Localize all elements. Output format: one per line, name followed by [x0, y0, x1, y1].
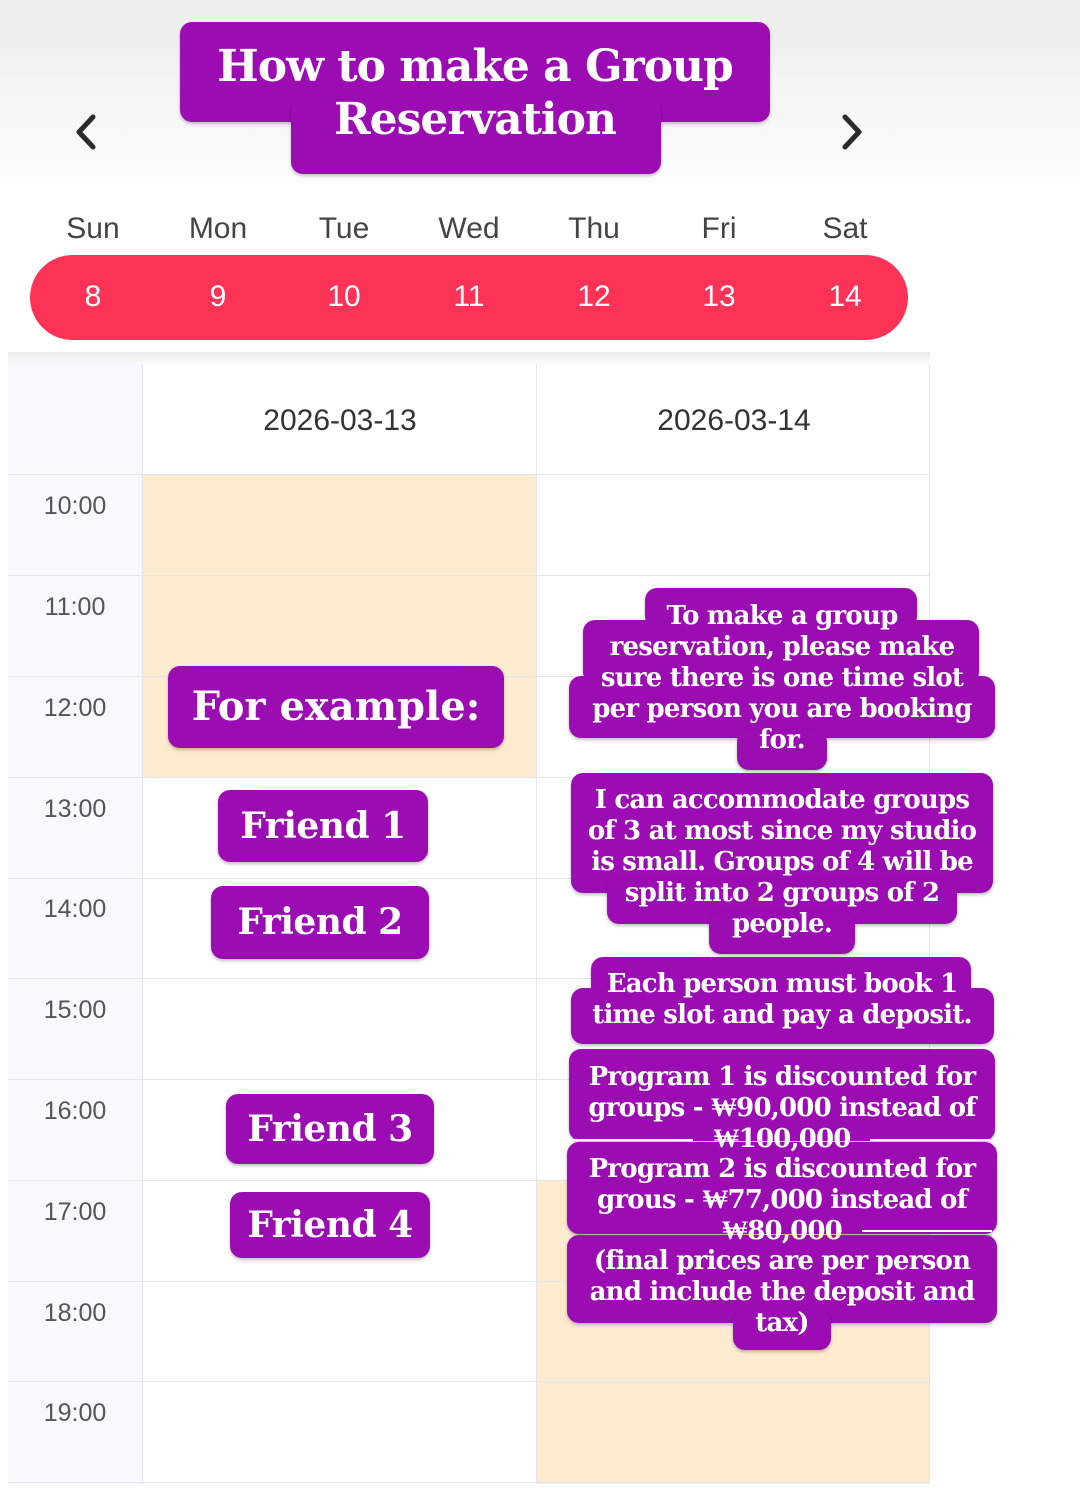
note-line-text: groups - ₩90,000 instead of	[588, 1093, 976, 1123]
note-line-text: and include the deposit and	[589, 1277, 975, 1307]
note-line-text: (final prices are per person	[593, 1246, 971, 1276]
day-number[interactable]: 8	[84, 280, 102, 313]
day-number[interactable]: 10	[327, 280, 361, 313]
day-number[interactable]: 9	[209, 280, 227, 313]
note-line-text: sure there is one time slot	[600, 663, 964, 693]
time-label: 16:00	[43, 1097, 107, 1125]
weekday-label: Sat	[822, 212, 868, 245]
row-divider	[8, 575, 930, 576]
time-label: 18:00	[43, 1299, 107, 1327]
note-text	[566, 601, 998, 756]
weekday-label: Mon	[188, 212, 248, 245]
day-number[interactable]: 13	[702, 280, 736, 313]
note-line-text: of 3 at most since my studio	[587, 816, 977, 846]
note-line-text: split into 2 groups of 2	[624, 878, 940, 908]
time-label: 10:00	[43, 492, 107, 520]
note-line-text: per person you are booking	[592, 694, 972, 724]
weekday-label: Wed	[438, 212, 500, 245]
friend-label: Friend 2	[237, 901, 403, 943]
next-week-button[interactable]	[832, 108, 872, 156]
note-line-text: ₩80,000	[722, 1216, 842, 1246]
day-number[interactable]: 11	[453, 280, 485, 313]
weekday-label: Sun	[66, 212, 120, 245]
note-line-text: I can accommodate groups	[594, 785, 970, 815]
time-label: 11:00	[44, 593, 106, 621]
time-label: 17:00	[43, 1198, 107, 1226]
friend-label: Friend 3	[247, 1108, 413, 1150]
note-text	[566, 1154, 998, 1247]
time-label: 19:00	[43, 1399, 107, 1427]
note-line-text: ₩100,000	[713, 1124, 851, 1154]
note-line-text: is small. Groups of 4 will be	[591, 847, 973, 877]
note-text	[566, 969, 998, 1031]
note-line-text: reservation, please make	[609, 632, 955, 662]
weekday-label: Tue	[318, 212, 370, 245]
time-label: 12:00	[43, 694, 107, 722]
note-line-text: Program 1 is discounted for	[588, 1062, 976, 1092]
row-divider	[8, 474, 930, 475]
time-label: 15:00	[43, 996, 107, 1024]
chevron-left-icon	[73, 112, 99, 152]
note-text	[566, 1062, 998, 1155]
friend-label: Friend 4	[247, 1204, 413, 1246]
day-number[interactable]: 12	[577, 280, 611, 313]
time-label: 13:00	[43, 795, 107, 823]
chevron-right-icon	[839, 112, 865, 152]
date-column-header: 2026-03-13	[263, 404, 417, 437]
page-title: How to make a Group Reservation	[217, 41, 733, 145]
note-line-text: for.	[759, 725, 805, 755]
time-label: 14:00	[43, 895, 107, 923]
column-divider	[536, 364, 537, 1484]
day-number[interactable]: 14	[828, 280, 862, 313]
row-divider	[8, 1381, 930, 1382]
example-label: For example:	[191, 683, 481, 730]
weekday-label: Thu	[568, 212, 620, 245]
note-line-text: time slot and pay a deposit.	[592, 1000, 972, 1030]
column-divider	[142, 364, 143, 1484]
note-line-text: people.	[731, 909, 833, 939]
note-text	[566, 1246, 998, 1339]
note-text	[566, 785, 998, 940]
note-line-text: Program 2 is discounted for	[588, 1154, 976, 1184]
date-column-header: 2026-03-14	[657, 404, 811, 437]
previous-week-button[interactable]	[66, 108, 106, 156]
weekday-label: Fri	[701, 212, 737, 245]
row-divider	[8, 1482, 930, 1483]
note-line-text: grous - ₩77,000 instead of	[597, 1185, 967, 1215]
friend-label: Friend 1	[240, 805, 406, 847]
note-line-text: tax)	[755, 1308, 809, 1338]
note-line-text: Each person must book 1	[606, 969, 958, 999]
note-line-text: To make a group	[666, 601, 898, 631]
